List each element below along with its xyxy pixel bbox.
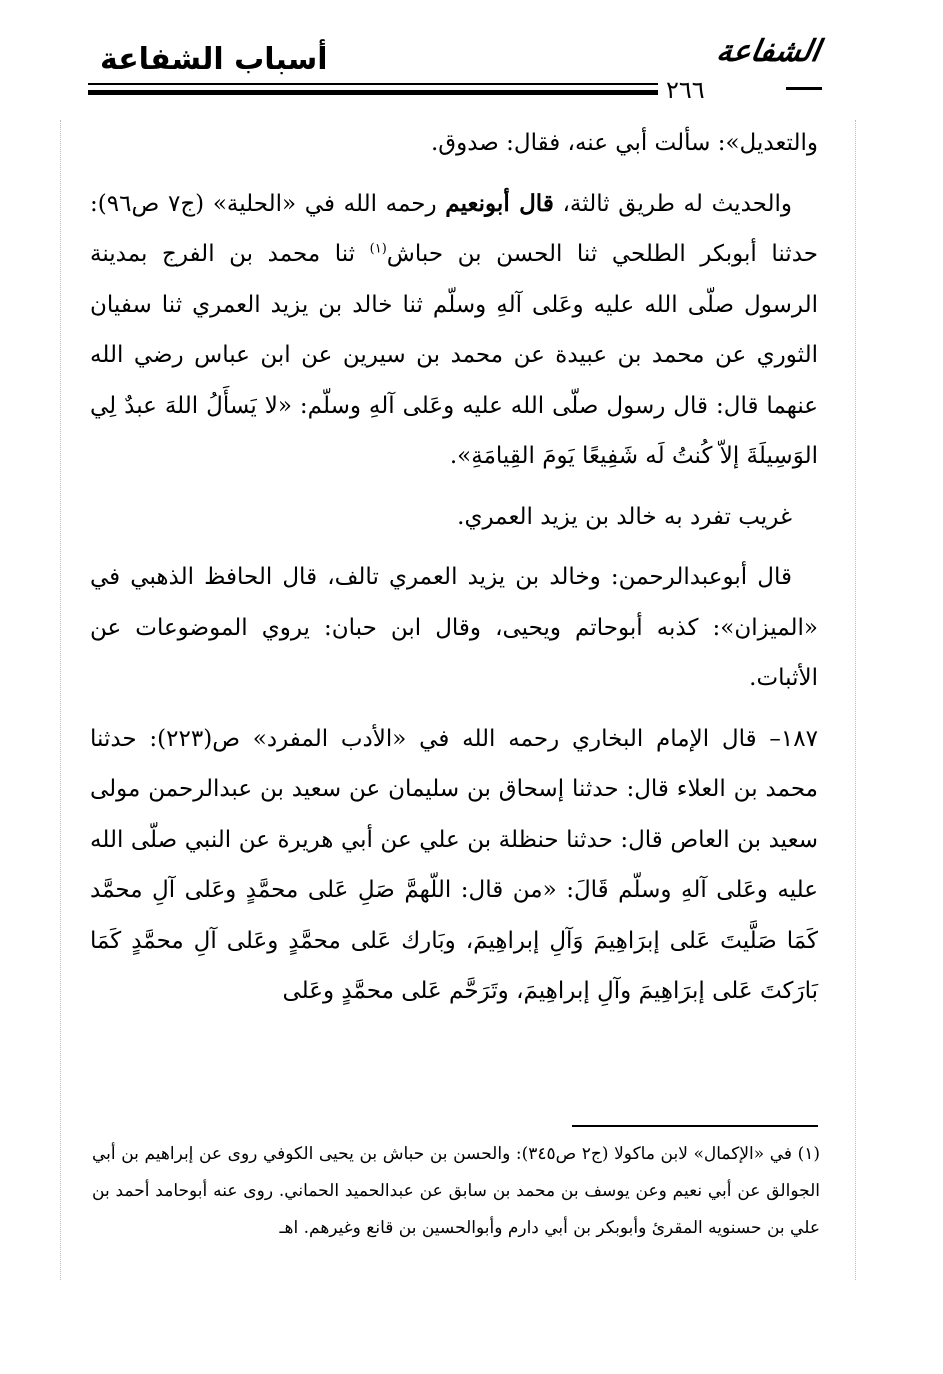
text-run: والحديث له طريق ثالثة، xyxy=(553,190,792,217)
text-run: رحمه الله في «الحلية» (ج٧ ص٩٦): حدثنا أبوبكر الطلحي ثنا الحسن بن حباش xyxy=(90,190,818,267)
text-run: ثنا محمد بن الفرج بمدينة الرسول صلّى الله عليه وعَلى آلهِ وسلّم ثنا خالد بن يزيد العمري ثنا سفيان الثوري عن محمد بن عبيدة عن محمد بن سيرين عن ابن عباس رضي الله عنهما قال: قال رسول صلّى الله عليه وعَلى آلهِ وسلّم: «لا يَسأَلُ اللهَ عبدٌ لِي الوَسِيلَةَ إلاّ كُنتُ لَه شَفِيعًا يَومَ القِيامَةِ». xyxy=(90,241,818,469)
scan-edge-left xyxy=(60,120,62,1280)
footnote xyxy=(92,1136,820,1247)
paragraph: والتعديل»: سألت أبي عنه، فقال: صدوق. xyxy=(430,130,818,156)
chapter-title: أسباب الشفاعة xyxy=(100,42,328,77)
footnote-rule xyxy=(572,1125,818,1127)
bold-text-run: قال أبونعيم xyxy=(445,189,554,217)
header-rule-short xyxy=(786,87,822,90)
footnote-text: (١) في «الإكمال» لابن ماكولا (ج٢ ص٣٤٥): والحسن بن حباش بن يحيى الكوفي روى عن إبراهيم بن أبي الجوالق عن أبي نعيم وعن يوسف بن محمد بن سابق عن عبدالحميد الحماني. روى عنه أبوحامد أحمد بن علي بن حسنويه المقرئ وأبوبكر بن أبي دارم وأبوالحسين بن قانع وغيرهم. اهـ xyxy=(92,1144,821,1238)
footnote-ref[interactable]: (١) xyxy=(369,241,387,257)
paragraph xyxy=(90,179,818,482)
page-number: ٢٦٦ xyxy=(666,76,705,104)
paragraph: غريب تفرد به خالد بن يزيد العمري. xyxy=(457,503,792,530)
page-header xyxy=(88,34,822,102)
numbered-paragraph: ١٨٧– قال الإمام البخاري رحمه الله في «الأدب المفرد» ص(٢٢٣): حدثنا محمد بن العلاء قال: حدثنا إسحاق بن سليمان عن سعيد بن عبدالرحمن مولى سعيد بن العاص قال: حدثنا حنظلة بن علي عن أبي هريرة عن النبي صلّى الله عليه وعَلى آلهِ وسلّم قَالَ: «من قال: اللّهمَّ صَلِ عَلى محمَّدٍ وعَلى آلِ محمَّد كَمَا صَلَّيتَ عَلى إبرَاهِيمَ وَآلِ إبراهِيمَ، وبَارك عَلى محمَّدٍ وعَلى آلِ محمَّدٍ كَمَا بَارَكتَ عَلى إبرَاهِيمَ وآلِ إبراهِيمَ، وتَرَحَّم عَلى محمَّدٍ وعَلى xyxy=(90,725,818,1004)
header-rule-thin xyxy=(88,83,658,85)
paragraph: قال أبوعبدالرحمن: وخالد بن يزيد العمري تالف، قال الحافظ الذهبي في «الميزان»: كذبه أبوحاتم ويحيى، وقال ابن حبان: يروي الموضوعات عن الأثبات. xyxy=(90,564,818,691)
scan-edge-right xyxy=(855,120,857,1280)
header-rule-thick xyxy=(88,90,658,95)
book-logo: الشفاعة xyxy=(714,34,824,69)
main-text xyxy=(90,118,818,1027)
